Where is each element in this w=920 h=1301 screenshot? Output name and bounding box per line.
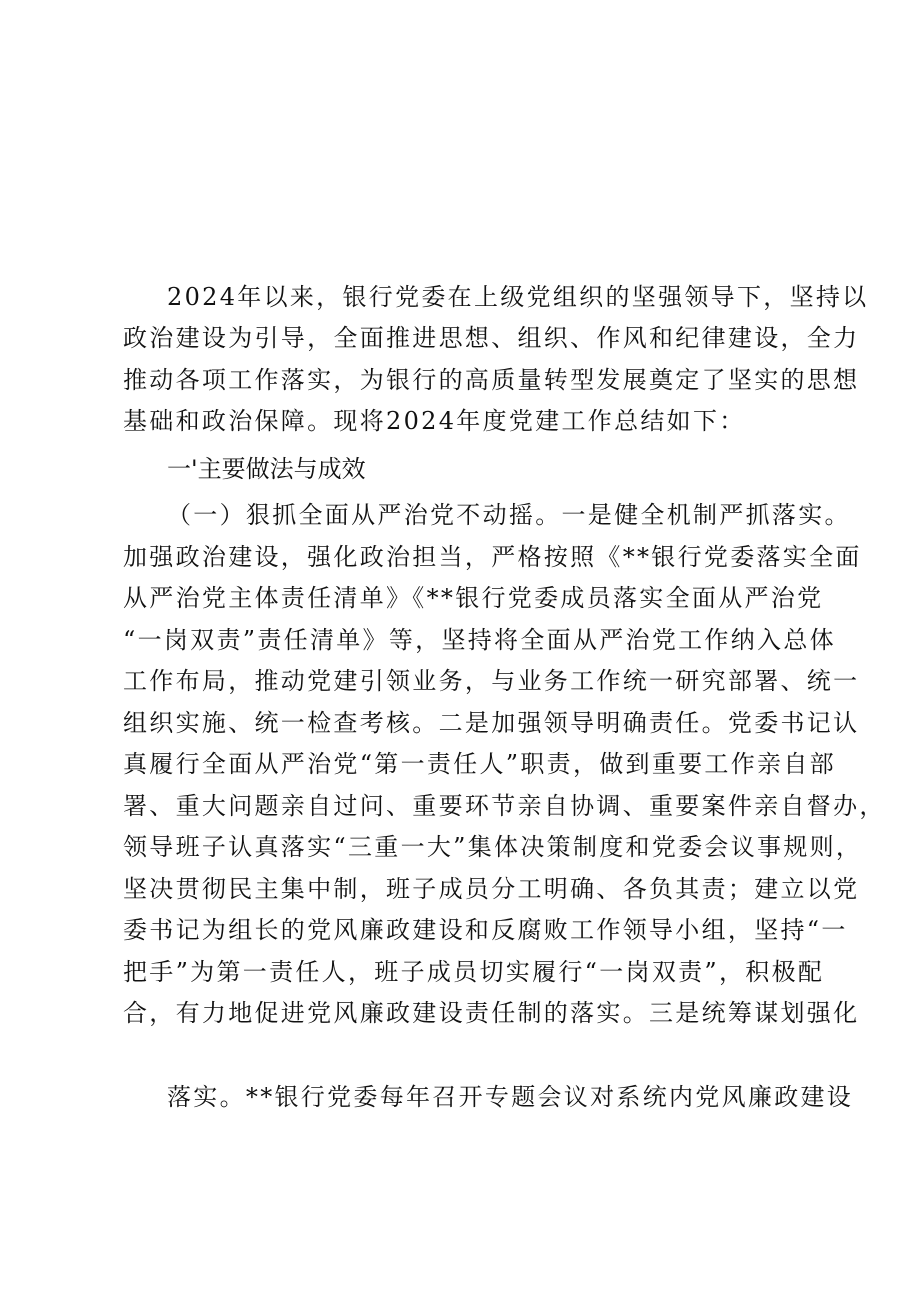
body-line: 从严治党主体责任清单》《**银行党委成员落实全面从严治党 (123, 584, 824, 612)
section-heading: 一'主要做法与成效 (167, 455, 366, 483)
intro-line: 推动各项工作落实，为银行的高质量转型发展奠定了坚实的思想 (123, 366, 860, 394)
body-line: 把手”为第一责任人，班子成员切实履行“一岗双责”，积极配 (123, 958, 825, 986)
intro-line: 政治建设为引导，全面推进思想、组织、作风和纪律建设，全力 (123, 324, 860, 352)
body-line: 工作布局，推动党建引领业务，与业务工作统一研究部署、统一 (123, 667, 860, 695)
body-line: （一）狠抓全面从严治党不动摇。一是健全机制严抓落实。 (167, 501, 851, 529)
intro-line: 2024年以来，银行党委在上级党组织的坚强领导下，坚持以 (167, 283, 869, 311)
body-line: 署、重大问题亲自过问、重要环节亲自协调、重要案件亲自督办， (123, 792, 886, 820)
body-line: 真履行全面从严治党“第一责任人”职责，做到重要工作亲自部 (123, 750, 836, 778)
body-line: 组织实施、统一检查考核。二是加强领导明确责任。党委书记认 (123, 709, 860, 737)
body-line: “一岗双责”责任清单》等，坚持将全面从严治党工作纳入总体 (123, 626, 836, 654)
intro-line: 基础和政治保障。现将2024年度党建工作总结如下： (123, 407, 746, 435)
continuation-line: 落实。**银行党委每年召开专题会议对系统内党风廉政建设 (167, 1083, 854, 1111)
body-line: 合，有力地促进党风廉政建设责任制的落实。三是统筹谋划强化 (123, 999, 860, 1027)
body-line: 加强政治建设，强化政治担当，严格按照《**银行党委落实全面 (123, 543, 862, 571)
body-line: 领导班子认真落实“三重一大”集体决策制度和党委会议事规则， (123, 833, 863, 861)
body-line: 坚决贯彻民主集中制，班子成员分工明确、各负其责；建立以党 (123, 875, 860, 903)
body-line: 委书记为组长的党风廉政建设和反腐败工作领导小组，坚持“一 (123, 916, 848, 944)
